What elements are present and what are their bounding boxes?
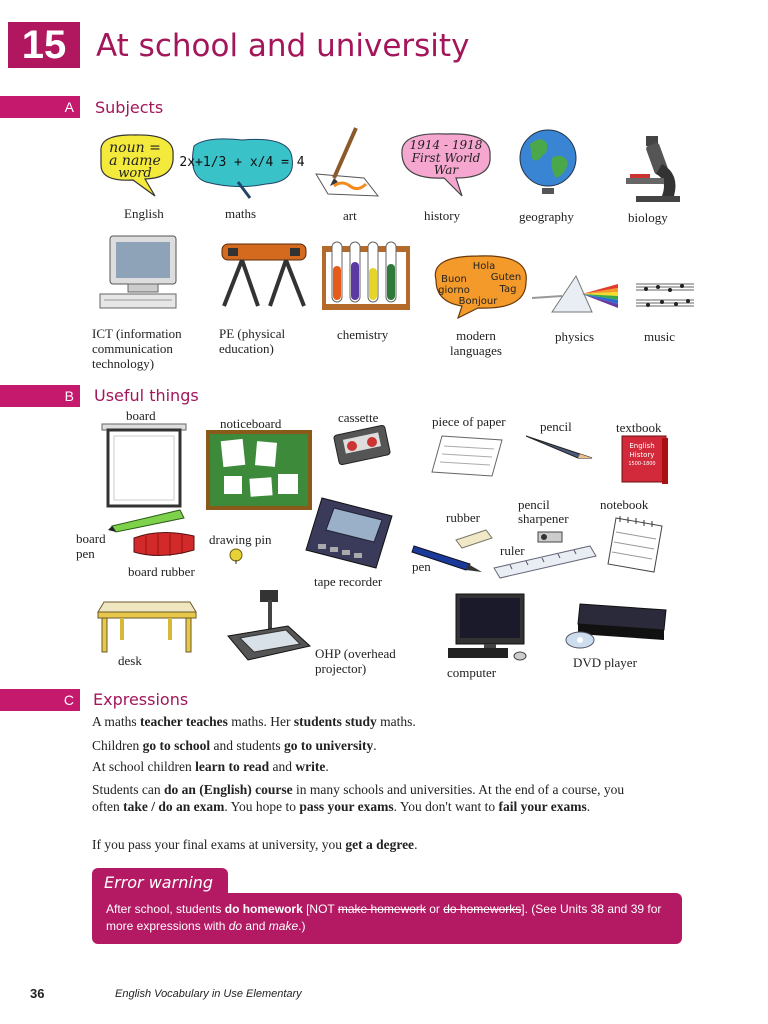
warning-key-phrase: do homework [224, 902, 303, 916]
label-art: art [343, 208, 357, 223]
warning-wrong-form: do homeworks [443, 902, 522, 916]
paintbrush-icon [312, 124, 384, 200]
prism-icon [532, 272, 620, 322]
globe-icon [516, 128, 582, 198]
warning-text: and [242, 919, 269, 933]
english-bubble-line-3: word [118, 166, 152, 181]
maths-formula-text: 2x+1/3 + x/4 = 4 [179, 155, 305, 170]
label-tape-recorder: tape recorder [314, 574, 383, 589]
page-number: 36 [30, 986, 45, 1001]
textbook-cover-line-3: 1500-1800 [628, 461, 656, 467]
microscope-icon [616, 134, 688, 204]
languages-bubble-hola: Hola [472, 261, 496, 272]
label-geography: geography [519, 209, 574, 224]
expression-paragraph-5 [92, 836, 652, 853]
notebook-icon [606, 512, 668, 576]
languages-speech-bubble-icon [428, 252, 532, 322]
computer-icon [94, 232, 184, 314]
board-rubber-icon [130, 528, 198, 562]
label-ict-line-2: communication [92, 341, 173, 356]
warning-italic-word: make [268, 919, 299, 933]
expr-text: in many schools and universities. At the end of a course, you often [92, 782, 625, 814]
history-bubble-line-1: 1914 - 1918 [409, 138, 483, 152]
label-chemistry: chemistry [337, 327, 389, 342]
label-board-rubber: board rubber [128, 564, 195, 579]
error-warning-box [92, 893, 682, 944]
dvd-player-icon [560, 600, 672, 654]
section-c-marker: C [0, 689, 80, 711]
label-ohp-line-2: projector) [315, 661, 367, 676]
cassette-icon [332, 424, 392, 464]
expr-text: . [414, 837, 418, 852]
test-tubes-icon [318, 238, 414, 312]
label-cassette: cassette [338, 410, 379, 425]
unit-number: 15 [8, 22, 80, 68]
expr-text: . [373, 738, 377, 753]
expression-paragraph-1 [92, 713, 652, 730]
expression-paragraph-4 [92, 781, 632, 815]
label-ohp [315, 646, 396, 676]
label-piece-of-paper: piece of paper [432, 414, 506, 429]
history-speech-bubble-icon [396, 130, 496, 202]
section-b-marker: B [0, 385, 80, 407]
label-drawing-pin: drawing pin [209, 532, 272, 547]
label-pencil: pencil [540, 419, 572, 434]
expr-text: maths. Her [227, 714, 294, 729]
label-ohp-line-1: OHP (overhead [315, 646, 396, 661]
label-english: English [124, 206, 164, 221]
expr-text: If you pass your final exams at university, you [92, 837, 346, 852]
expr-text: and [269, 759, 296, 774]
expr-text: A maths [92, 714, 141, 729]
error-warning-text [106, 901, 672, 935]
languages-bubble-buon: Buon [441, 274, 467, 285]
label-textbook: textbook [616, 420, 662, 435]
label-ict-line-3: technology) [92, 356, 155, 371]
expr-key-phrase: fail your exams [498, 799, 587, 814]
label-ict-line-1: ICT (information [92, 326, 182, 341]
label-ruler: ruler [500, 543, 525, 558]
expr-text: At school children [92, 759, 196, 774]
history-bubble-line-3: War [433, 163, 459, 177]
label-ict [92, 326, 222, 371]
warning-italic-word: do [228, 919, 243, 933]
book-title: English Vocabulary in Use Elementary [115, 988, 302, 1000]
label-pe [219, 326, 285, 356]
label-maths: maths [225, 206, 257, 221]
error-warning-heading: Error warning [92, 868, 228, 898]
expr-text: . You don't want to [393, 799, 499, 814]
warning-text: or [425, 902, 444, 916]
warning-text: ]. (See Units 38 and 39 for more expressions with [106, 902, 662, 933]
english-bubble-line-1: noun = [109, 140, 161, 156]
textbook-cover-line-2: History [629, 451, 655, 459]
noticeboard-icon [206, 430, 312, 510]
label-board-pen [76, 531, 106, 561]
expr-text: Students can [92, 782, 164, 797]
tape-recorder-icon [302, 494, 396, 572]
expr-key-phrase: go to school [142, 738, 211, 753]
expr-key-phrase: teacher teaches [140, 714, 228, 729]
warning-wrong-form: make homework [337, 902, 426, 916]
label-board-pen-line-2: pen [76, 546, 95, 561]
label-pe-line-1: PE (physical [219, 326, 286, 341]
expr-key-phrase: take / do an exam [123, 799, 225, 814]
music-notes-icon [636, 280, 696, 314]
expr-key-phrase: do an (English) course [164, 782, 293, 797]
expr-key-phrase: students study [293, 714, 377, 729]
expr-text: . You hope to [224, 799, 300, 814]
history-bubble-line-2: First World [411, 151, 481, 165]
page-title: At school and university [96, 28, 470, 64]
english-speech-bubble-icon [95, 130, 179, 200]
expr-text: Children [92, 738, 143, 753]
label-music: music [644, 329, 676, 344]
languages-bubble-guten: Guten [490, 272, 522, 283]
label-noticeboard: noticeboard [220, 416, 282, 431]
label-dvd-player: DVD player [573, 655, 637, 670]
label-pencil-sharpener-line-1: pencil [518, 497, 550, 512]
expression-paragraph-2 [92, 737, 652, 754]
expression-paragraph-3 [92, 758, 652, 775]
label-pencil-sharpener [518, 498, 569, 526]
label-desk: desk [118, 653, 142, 668]
label-rubber: rubber [446, 510, 480, 525]
label-modern-languages [436, 328, 516, 358]
label-modern-languages-line-1: modern [456, 328, 496, 343]
expr-key-phrase: learn to read [195, 759, 270, 774]
section-a-marker: A [0, 96, 80, 118]
expr-key-phrase: pass your exams [299, 799, 394, 814]
overhead-projector-icon [218, 586, 314, 670]
label-modern-languages-line-2: languages [450, 343, 502, 358]
languages-bubble-bonjour: Bonjour [458, 296, 498, 307]
textbook-cover-line-1: English [629, 442, 655, 450]
label-board-pen-line-1: board [76, 531, 106, 546]
label-board: board [126, 408, 156, 423]
expr-text: . [586, 799, 591, 814]
expr-key-phrase: get a degree [345, 837, 415, 852]
desktop-computer-icon [444, 590, 534, 666]
expr-text: . [325, 759, 329, 774]
languages-bubble-tag: Tag [499, 284, 517, 295]
drawing-pin-icon [228, 548, 244, 564]
paper-sheet-icon [430, 432, 506, 480]
expr-text: maths. [376, 714, 416, 729]
label-pe-line-2: education) [219, 341, 274, 356]
label-history: history [424, 208, 461, 223]
label-biology: biology [628, 210, 668, 225]
maths-formula-icon [179, 136, 305, 200]
label-computer: computer [447, 665, 497, 680]
warning-text: [NOT [302, 902, 338, 916]
expr-text: and students [210, 738, 284, 753]
whiteboard-icon [98, 420, 190, 510]
label-pen: pen [412, 559, 431, 574]
section-a-title: Subjects [95, 98, 164, 117]
english-bubble-line-2: a name [109, 153, 161, 169]
ruler-icon [490, 540, 600, 580]
languages-bubble-giorno: giorno [438, 285, 470, 296]
textbook-icon [618, 434, 674, 486]
vaulting-horse-icon [218, 240, 310, 310]
section-b-title: Useful things [94, 386, 199, 405]
section-c-title: Expressions [93, 690, 189, 709]
expr-key-phrase: go to university [284, 738, 374, 753]
label-physics: physics [555, 329, 594, 344]
pencil-icon [524, 432, 594, 460]
expr-key-phrase: write [295, 759, 326, 774]
warning-text: After school, students [106, 902, 225, 916]
label-pencil-sharpener-line-2: sharpener [518, 511, 569, 526]
label-notebook: notebook [600, 497, 649, 512]
warning-text: .) [298, 919, 306, 933]
desk-icon [96, 596, 198, 654]
